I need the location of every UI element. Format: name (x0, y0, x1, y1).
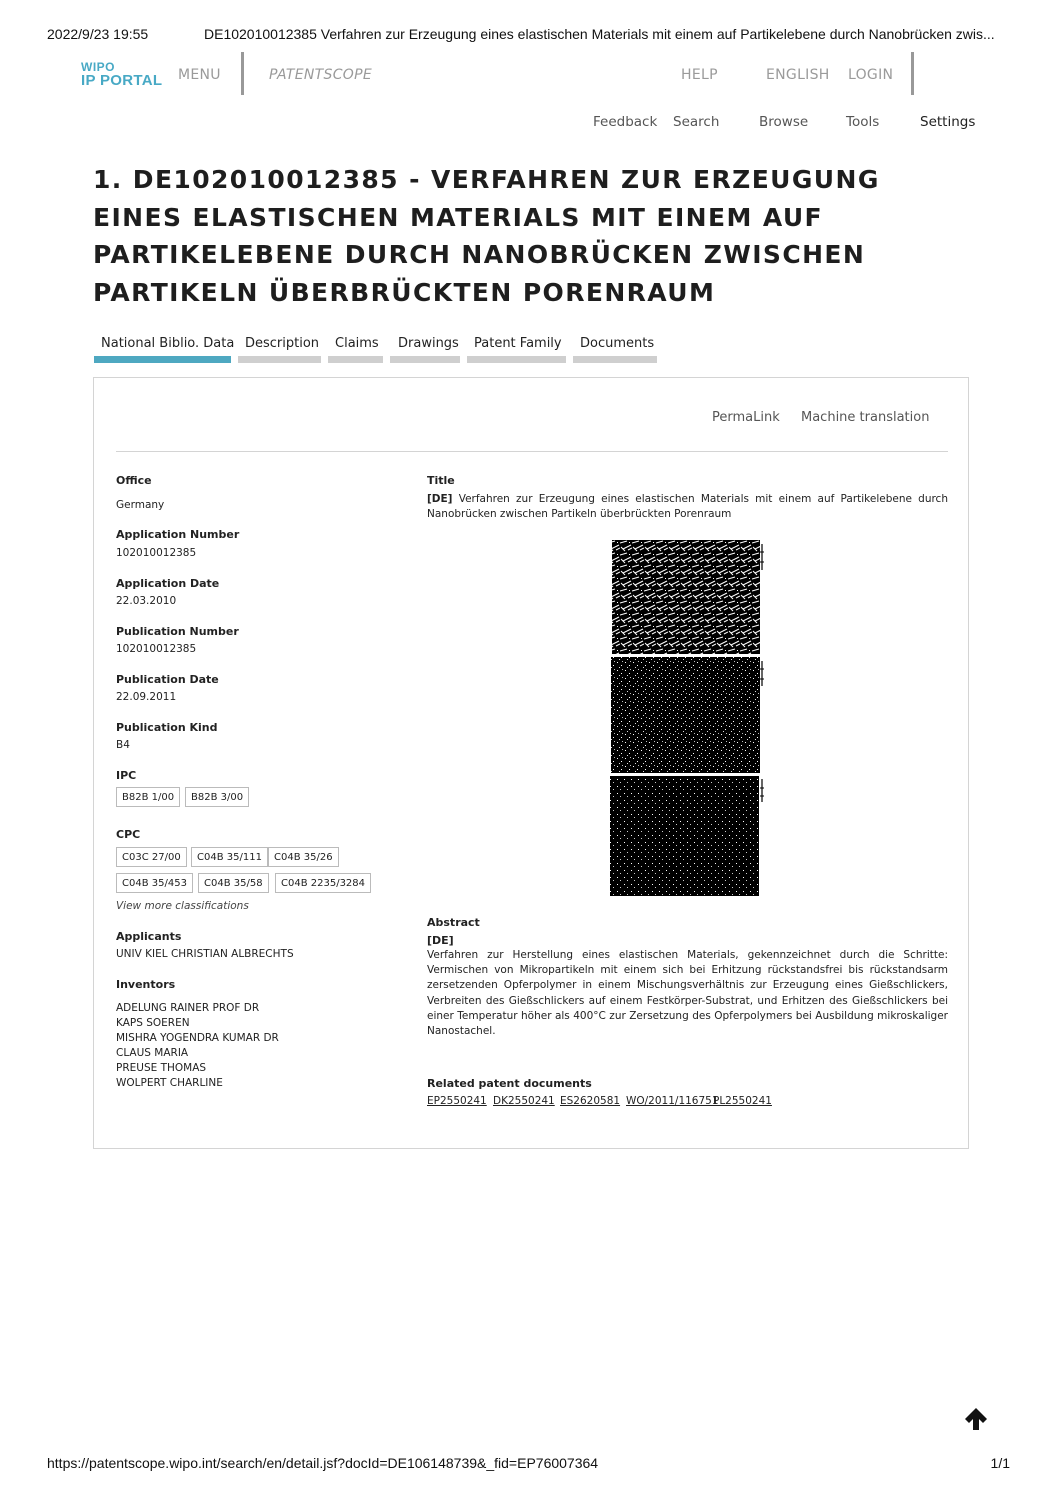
cpc-chip[interactable]: C04B 2235/3284 (275, 873, 371, 893)
ipc-chip[interactable]: B82B 3/00 (185, 787, 249, 807)
tab-drawings[interactable]: Drawings (398, 336, 459, 351)
tab-indicator (467, 356, 566, 363)
tab-national-biblio-data[interactable]: National Biblio. Data (101, 336, 235, 351)
publication-number-value: 102010012385 (116, 643, 197, 655)
applicants-label: Applicants (116, 930, 182, 943)
language-selector[interactable]: ENGLISH (766, 67, 830, 83)
application-number-value: 102010012385 (116, 547, 197, 559)
inventor-item: CLAUS MARIA (116, 1047, 189, 1059)
publication-kind-label: Publication Kind (116, 721, 218, 734)
cpc-chip[interactable]: C03C 27/00 (116, 847, 187, 867)
application-date-value: 22.03.2010 (116, 595, 177, 607)
cpc-chip[interactable]: C04B 35/26 (268, 847, 339, 867)
related-doc-link[interactable]: PL2550241 (713, 1095, 772, 1107)
view-more-classifications-link[interactable]: View more classifications (116, 900, 249, 912)
inventor-item: PREUSE THOMAS (116, 1062, 207, 1074)
footer-url: https://patentscope.wipo.int/search/en/detail.jsf?docId=DE106148739&_fid=EP76007364 (47, 1455, 599, 1471)
tab-indicator (390, 356, 460, 363)
office-label: Office (116, 474, 152, 487)
micrograph-panel-1 (612, 540, 760, 654)
panel-divider (116, 451, 948, 452)
micrograph-panel-3 (610, 776, 759, 896)
micrograph-panel-2 (611, 657, 760, 773)
logo-line1: WIPO (81, 60, 115, 74)
wipo-logo[interactable] (81, 61, 162, 87)
abstract-lang: [DE] (427, 934, 454, 947)
abstract-text: Verfahren zur Herstellung eines elastischen Materials, gekennzeichnet durch die Schritte: Vermischen von Mikropartikeln mit einem sich bei Erhitzung rückstandsfrei bis rückstandsarm zersetzenden Opferpolymer in einem Mischungsverhältnis zur Erzeugung eines Gießschlickers, Verbreiten des Gießschlickers auf einem Festkörper-Substrat, und Erhitzen des Gießschlickers bei einer Temperatur höher als 400°C zur Zersetzung des Opferpolymers bei Ausbildung mikroskaliger Nanostachel. (427, 949, 948, 1038)
logo-line2: IP PORTAL (81, 72, 163, 89)
title-label: Title (427, 474, 455, 487)
title-text (427, 492, 948, 522)
tab-indicator (238, 356, 321, 363)
ipc-chip[interactable]: B82B 1/00 (116, 787, 180, 807)
tab-indicator (573, 356, 657, 363)
publication-date-value: 22.09.2011 (116, 691, 177, 703)
tab-indicator-active (94, 356, 231, 363)
cpc-chip[interactable]: C04B 35/58 (198, 873, 269, 893)
tab-documents[interactable]: Documents (580, 336, 655, 351)
title-body: Verfahren zur Erzeugung eines elastischen Materials mit einem auf Partikelebene durch Nanobrücken zwischen Partikeln überbrückten Porenraum (427, 493, 948, 520)
footer-page-number: 1/1 (990, 1455, 1010, 1471)
application-number-label: Application Number (116, 528, 240, 541)
abstract-label: Abstract (427, 916, 480, 929)
help-link[interactable]: HELP (681, 67, 718, 83)
ipc-label: IPC (116, 769, 137, 782)
nav-divider-right (911, 52, 914, 95)
inventor-item: MISHRA YOGENDRA KUMAR DR (116, 1032, 279, 1044)
settings-menu[interactable]: Settings (920, 114, 976, 130)
inventor-item: KAPS SOEREN (116, 1017, 190, 1029)
permalink-link[interactable]: PermaLink (712, 410, 780, 425)
print-datetime: 2022/9/23 19:55 (47, 26, 149, 42)
menu-button[interactable]: MENU (178, 67, 221, 83)
tab-description[interactable]: Description (245, 336, 320, 351)
cpc-chip[interactable]: C04B 35/111 (191, 847, 268, 867)
login-link[interactable]: LOGIN (848, 67, 894, 83)
office-value: Germany (116, 499, 165, 511)
page-title: 1. DE102010012385 - VERFAHREN ZUR ERZEUGUNG EINES ELASTISCHEN MATERIALS MIT EINEM AUF PARTIKELEBENE DURCH NANOBRÜCKEN ZWISCHEN PARTIKELN ÜBERBRÜCKTEN PORENRAUM (93, 165, 880, 307)
publication-kind-value: B4 (116, 739, 130, 751)
tab-indicator (328, 356, 383, 363)
cpc-chip[interactable]: C04B 35/453 (116, 873, 193, 893)
related-doc-link[interactable]: ES2620581 (560, 1095, 621, 1107)
tab-claims[interactable]: Claims (335, 336, 379, 351)
tab-patent-family[interactable]: Patent Family (474, 336, 562, 351)
inventor-item: ADELUNG RAINER PROF DR (116, 1002, 260, 1014)
related-documents-label: Related patent documents (427, 1077, 592, 1090)
related-doc-link[interactable]: EP2550241 (427, 1095, 487, 1107)
cpc-label: CPC (116, 828, 141, 841)
application-date-label: Application Date (116, 577, 220, 590)
print-doc-title: DE102010012385 Verfahren zur Erzeugung eines elastischen Materials mit einem auf Partikelebene durch Nanobrücken zwis... (204, 26, 995, 42)
related-doc-link[interactable]: WO/2011/116751 (626, 1095, 719, 1107)
publication-date-label: Publication Date (116, 673, 219, 686)
related-doc-link[interactable]: DK2550241 (493, 1095, 555, 1107)
publication-number-label: Publication Number (116, 625, 239, 638)
patent-drawing[interactable] (608, 540, 768, 898)
inventors-label: Inventors (116, 978, 176, 991)
tools-menu[interactable]: Tools (846, 114, 880, 130)
browse-menu[interactable]: Browse (759, 114, 809, 130)
inventor-item: WOLPERT CHARLINE (116, 1077, 223, 1089)
search-menu[interactable]: Search (673, 114, 720, 130)
back-to-top-arrow-icon[interactable] (963, 1406, 989, 1432)
feedback-link[interactable]: Feedback (593, 114, 658, 130)
patentscope-link[interactable]: PATENTSCOPE (269, 67, 372, 83)
applicant-value: UNIV KIEL CHRISTIAN ALBRECHTS (116, 948, 294, 960)
title-lang: [DE] (427, 493, 453, 505)
machine-translation-link[interactable]: Machine translation (801, 410, 930, 425)
nav-divider (241, 52, 244, 95)
